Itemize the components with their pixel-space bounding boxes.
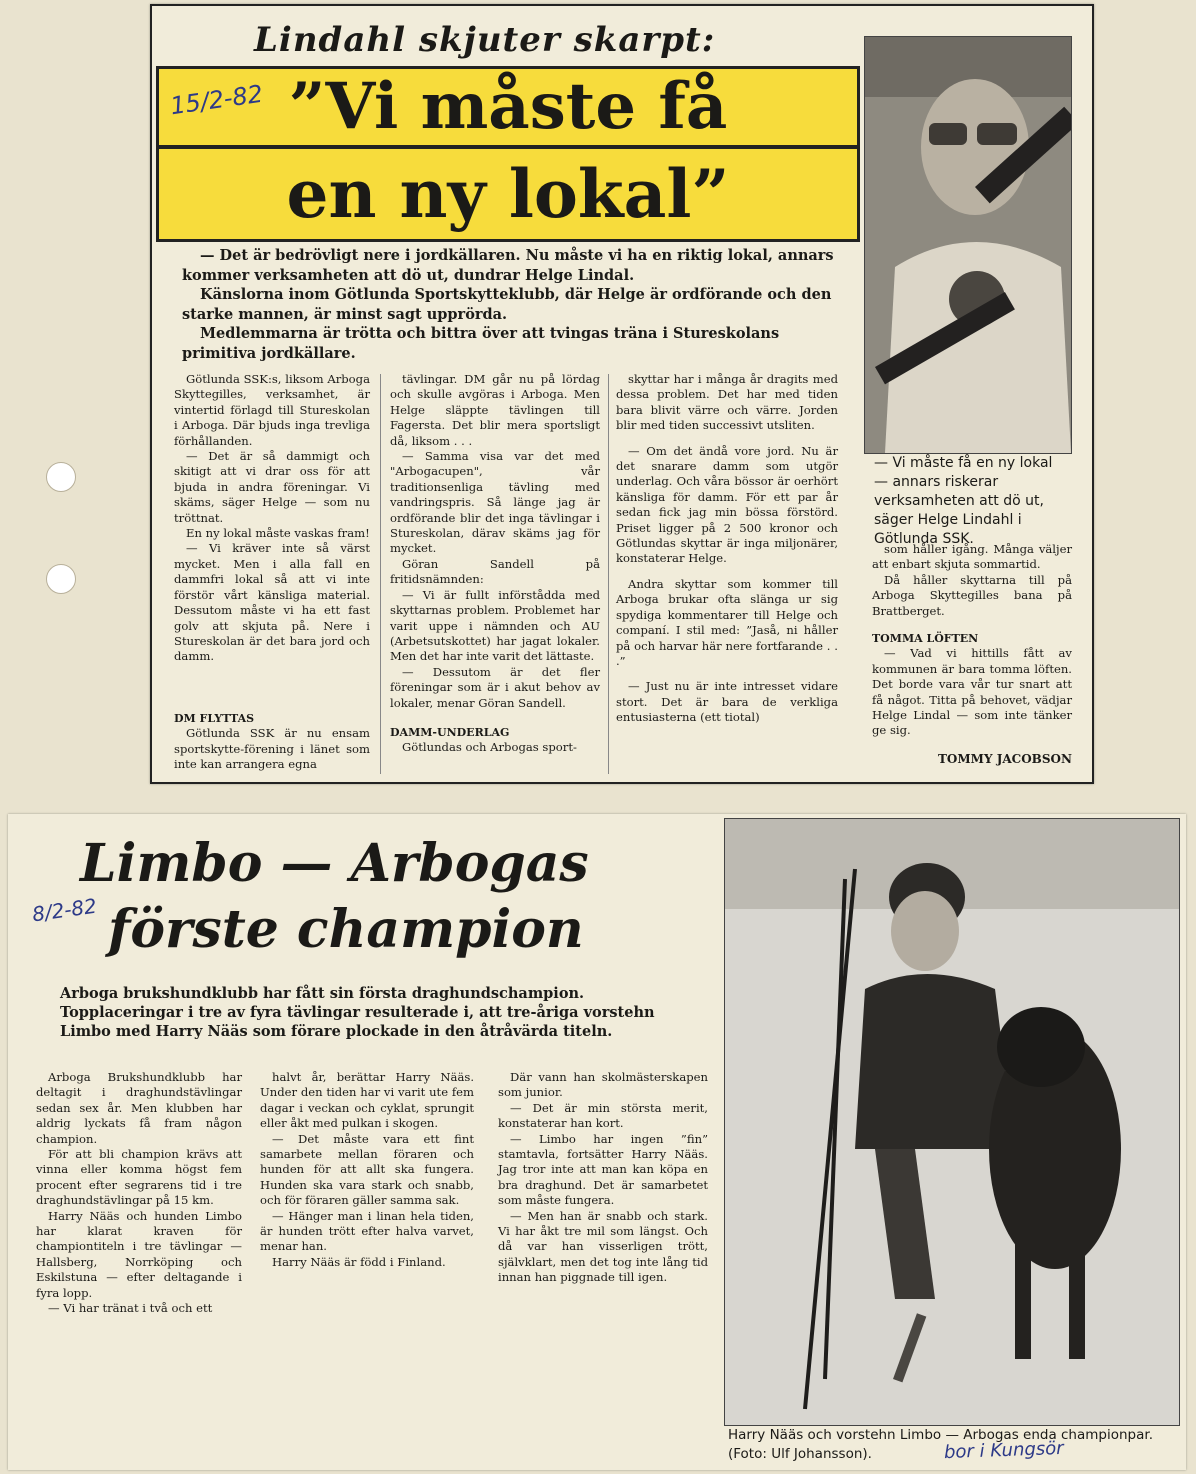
- subheading: DAMM-UNDERLAG: [390, 725, 510, 739]
- punch-hole: [46, 564, 76, 594]
- paragraph: För att bli champion krävs att vinna eller komma högst fem procent efter segrarens tid i tre draghundstävlingar på 15 km.: [36, 1147, 242, 1208]
- paragraph: halvt år, berättar Harry Nääs. Under den tiden har vi varit ute fem dagar i veckan och cyklat, sprungit eller åkt med pulkan i skogen.: [260, 1070, 474, 1131]
- lead-paragraphs: [182, 246, 842, 363]
- photo-caption: Harry Nääs och vorstehn Limbo — Arbogas enda championpar. (Foto: Ulf Johansson).: [728, 1427, 1153, 1462]
- paragraph: — Det måste vara ett fint samarbete mellan föraren och hunden för att allt ska fungera. Hunden ska vara stark och snabb, och för föraren gäller samma sak.: [260, 1131, 474, 1208]
- paragraph: Där vann han skolmästerskapen som junior.: [498, 1070, 708, 1100]
- paragraph: — Samma visa var det med "Arbogacupen", vår traditionsenliga tävling med vandringspris. Så länge jag är ordförande blir det inga tävlingar i Stureskolan, därav skäms jag för mycket.: [390, 449, 600, 556]
- paragraph: Andra skyttar som kommer till Arboga brukar ofta slänga ur sig spydiga kommentarer till Helge och companí. I stil med: ”Jaså, ni håller på och harvar här nere fortfarande . . .”: [616, 576, 838, 668]
- paragraph: Götlundas och Arbogas sport-: [402, 740, 577, 755]
- kicker: Lindahl skjuter skarpt:: [254, 20, 716, 60]
- handwritten-date: 8/2-82: [30, 893, 99, 927]
- photo-harry-and-limbo: [724, 818, 1180, 1426]
- body-column-4: [872, 542, 1072, 739]
- paragraph: — Hänger man i linan hela tiden, är hunden trött efter halva varvet, menar han.: [260, 1208, 474, 1254]
- column-rule: [380, 374, 381, 774]
- subheading: TOMMA LÖFTEN: [872, 632, 979, 646]
- paragraph: — Det är min största merit, konstaterar han kort.: [498, 1100, 708, 1131]
- paragraph: skyttar har i många år dragits med dessa problem. Det har med tiden bara blivit värre och värre. Jorden blir med tiden successivt utsliten.: [616, 372, 838, 433]
- paragraph: — Limbo har ingen ”fin” stamtavla, fortsätter Harry Nääs. Jag tror inte att man kan köpa en bra draghund. Det är samarbetet som måste fungera.: [498, 1131, 708, 1208]
- paragraph: Arboga Brukshundklubb har deltagit i draghundstävlingar sedan sex år. Men klubben har aldrig lyckats få fram någon champion.: [36, 1070, 242, 1146]
- lead-paragraph: Arboga brukshundklubb har fått sin första draghundschampion. Topplaceringar i tre av fyra tävlingar resulterade i, att tre-åriga vorstehn Limbo med Harry Nääs som förare plockade in den åtråvärda titeln.: [60, 985, 655, 1040]
- body-column-3: [498, 1070, 708, 1286]
- handwritten-date: 15/2-82: [168, 79, 265, 121]
- headline-line-2: förste champion: [108, 899, 584, 960]
- paragraph: tävlingar. DM går nu på lördag och skulle avgöras i Arboga. Men Helge släppte tävlingen till Fagersta. Det blir mera sportsligt då, liksom . . .: [390, 372, 600, 448]
- newspaper-clipping-limbo: [8, 814, 1186, 1470]
- lead-paragraph: — Det är bedrövligt nere i jordkällaren. Nu måste vi ha en riktig lokal, annars kommer verksamheten att dö ut, dundrar Helge Lindal.: [182, 247, 834, 284]
- paragraph: — Vad vi hittills fått av kommunen är bara tomma löften. Det borde vara vår tur snart att få något. Titta på behovet, vädjar Helge Lindal — som inte tänker ge sig.: [872, 646, 1072, 738]
- portrait-illustration: [865, 37, 1071, 453]
- paragraph: Göran Sandell på fritidsnämnden:: [390, 556, 600, 587]
- paragraph: som håller igång. Många väljer att enbart skjuta sommartid.: [872, 542, 1072, 572]
- lead-paragraph: Känslorna inom Götlunda Sportskytteklubb, där Helge är ordförande och den starke mannen, är minst sagt upprörda.: [182, 286, 832, 323]
- photo-caption: — Vi måste få en ny lokal — annars riskerar verksamheten att dö ut, säger Helge Lindahl i Götlunda SSK.: [874, 455, 1053, 547]
- headline-line-1: Limbo — Arbogas: [80, 833, 589, 894]
- photo-helge-lindahl: [864, 36, 1072, 454]
- body-column-2: [260, 1070, 474, 1270]
- newspaper-clipping-lindahl: [150, 4, 1094, 784]
- paragraph: Harry Nääs är född i Finland.: [272, 1254, 446, 1269]
- paragraph: Då håller skyttarna till på Arboga Skyttegilles bana på Brattberget.: [872, 572, 1072, 618]
- body-column-1: [36, 1070, 242, 1317]
- paragraph: — Om det ändå vore jord. Nu är det snarare damm som utgör underlag. Och våra bössor är oerhört känsliga för damm. För ett par år sedan fick jag min bössa förstörd. Priset ligger på 2 500 kronor och Götlundas skyttar är inga miljonärer, konstaterar Helge.: [616, 443, 838, 566]
- paragraph: — Dessutom är det fler föreningar som är i akut behov av lokaler, menar Göran Sandell.: [390, 664, 600, 710]
- lead-paragraph: Medlemmarna är trötta och bittra över att tvingas träna i Stureskolans primitiva jordkällare.: [182, 325, 780, 362]
- paragraph: En ny lokal måste vaskas fram!: [186, 526, 370, 541]
- subheading: DM FLYTTAS: [174, 711, 255, 725]
- paragraph: — Vi kräver inte så värst mycket. Men i alla fall en dammfri lokal så att vi inte förstör vårt känsliga material. Dessutom måste vi ha ett fast golv att skjuta på. Nere i Stureskolan är det bara jord och damm.: [174, 541, 370, 664]
- handwritten-note: bor i Kungsör: [943, 1437, 1064, 1464]
- byline: TOMMY JACOBSON: [938, 752, 1072, 766]
- paragraph: — Vi är fullt införstådda med skyttarnas problem. Problemet har varit uppe i nämnden och AU (Arbetsutskottet) har jagat lokaler. Men det har inte varit det lättaste.: [390, 587, 600, 664]
- paragraph: Harry Nääs och hunden Limbo har klarat kraven för championtiteln i tre tävlingar — Hallsberg, Norrköping och Eskilstuna — efter deltagande i fyra lopp.: [36, 1208, 242, 1300]
- body-column-1: [174, 372, 370, 772]
- body-column-3: [616, 372, 838, 726]
- paragraph: — Det är så dammigt och skitigt att vi drar oss för att bjuda in andra föreningar. Vi skäms, säger Helge — som nu tröttnat.: [174, 449, 370, 525]
- paragraph: — Vi har tränat i två och ett: [48, 1301, 213, 1316]
- column-rule: [608, 374, 609, 774]
- paragraph: Götlunda SSK:s, liksom Arboga Skyttegilles, verksamhet, är vintertid förlagd till Stureskolan i Arboga. Där bjuds inga trevliga förhållanden.: [174, 372, 370, 448]
- body-column-2: [390, 372, 600, 756]
- headline-line-2: en ny lokal”: [156, 146, 860, 242]
- punch-hole: [46, 462, 76, 492]
- headline-line-1: ”Vi måste få: [156, 66, 860, 148]
- paragraph: Götlunda SSK är nu ensam sportskytte-förening i länet som inte kan arrangera egna: [174, 726, 370, 771]
- paragraph: — Men han är snabb och stark. Vi har åkt tre mil som längst. Och då var han visserligen trött, självklart, men det tog inte lång tid innan han piggnade till igen.: [498, 1208, 708, 1285]
- paragraph: — Just nu är inte intresset vidare stort. Det är bara de verkliga entusiasterna (ett tiotal): [616, 679, 838, 725]
- ski-dog-illustration: [725, 819, 1179, 1425]
